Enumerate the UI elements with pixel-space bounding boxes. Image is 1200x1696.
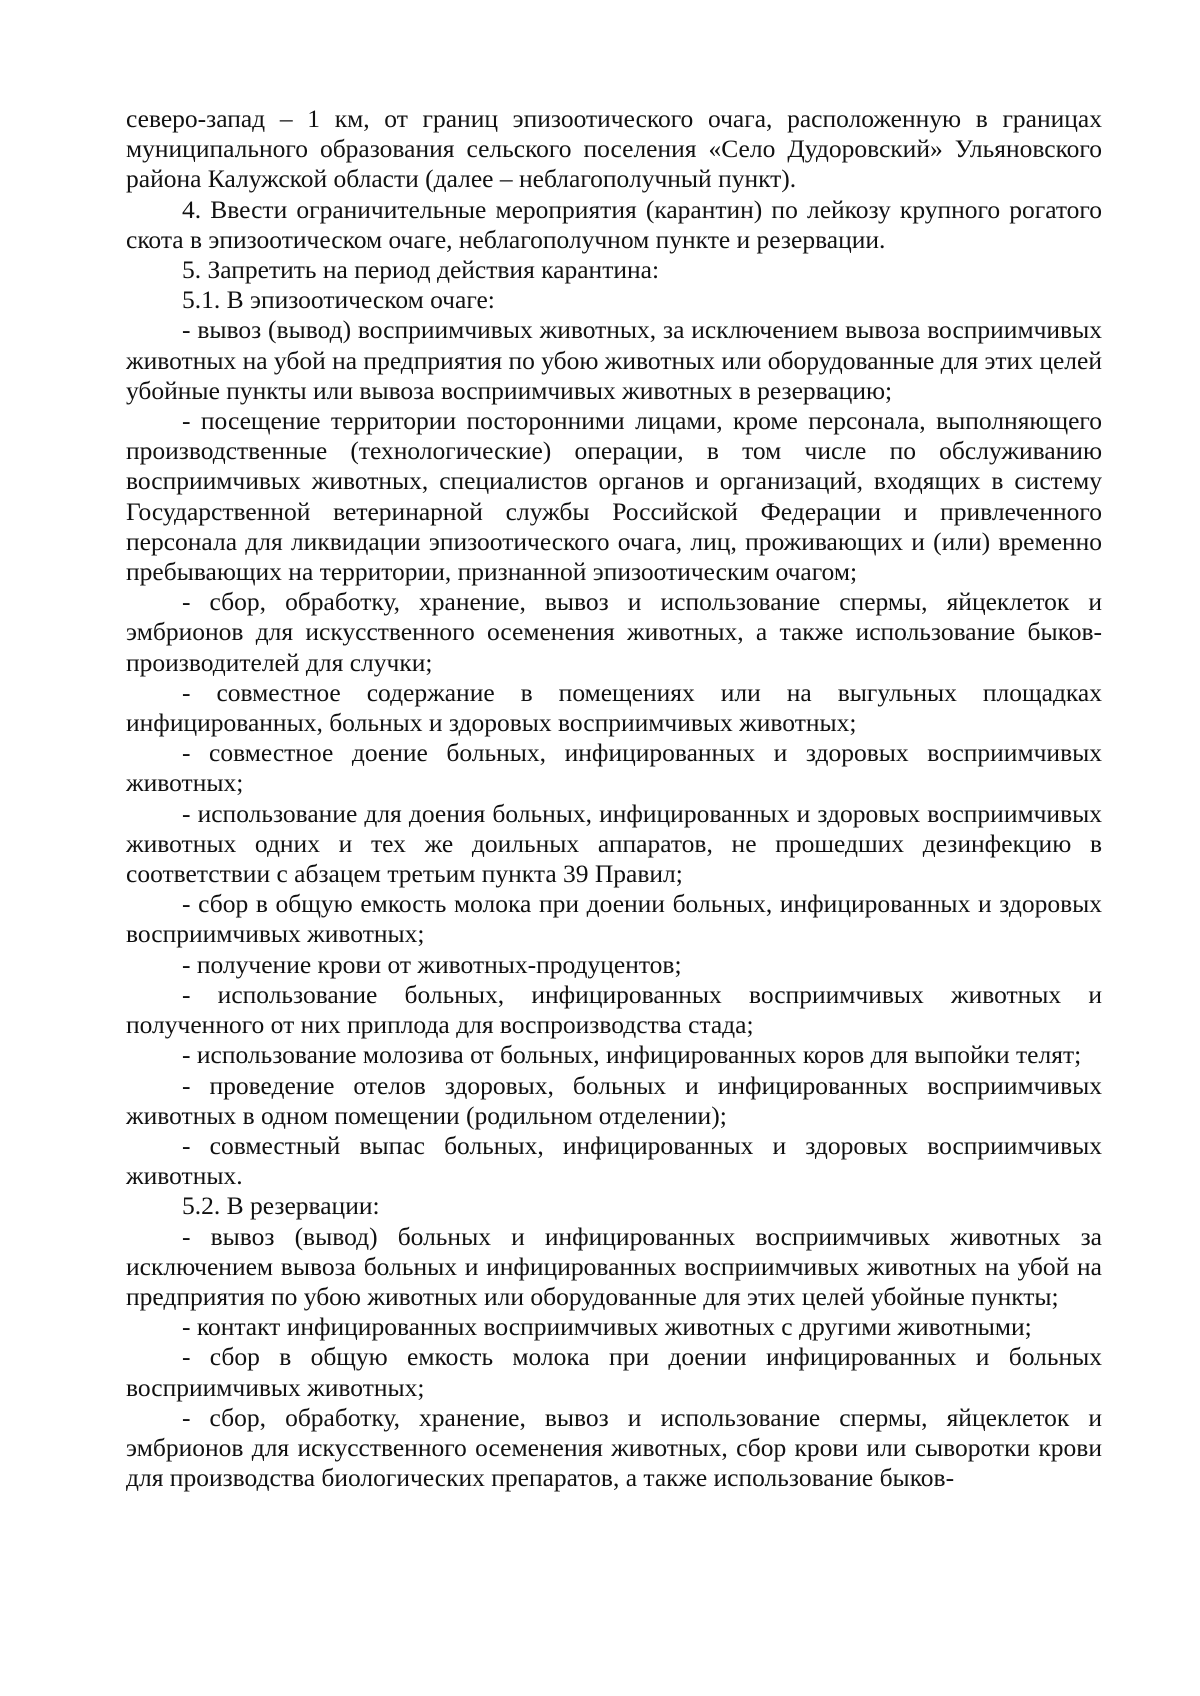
list-item: - посещение территории посторонними лицами, кроме персонала, выполняющего производственные (технологические) операции, в том числе по обслуживанию восприимчивых животных, специалистов органов и организаций, входящих в систему Государственной ветеринарной службы Российской Федерации и привлеченного персонала для ликвидации эпизоотического очага, лиц, проживающих и (или) временно пребывающих на территории, признанной эпизоотическим очагом; bbox=[126, 406, 1102, 587]
list-item: - сбор, обработку, хранение, вывоз и использование спермы, яйцеклеток и эмбрионов для искусственного осеменения животных, сбор крови или сыворотки крови для производства биологических препаратов, а также использование быков- bbox=[126, 1402, 1102, 1493]
list-item: - использование молозива от больных, инфицированных коров для выпойки телят; bbox=[182, 1040, 1082, 1070]
list-item: - сбор, обработку, хранение, вывоз и использование спермы, яйцеклеток и эмбрионов для искусственного осеменения животных, а также использование быков-производителей для случки; bbox=[126, 587, 1102, 677]
list-item: - сбор в общую емкость молока при доении больных, инфицированных и здоровых восприимчивых животных; bbox=[126, 889, 1102, 949]
document-page bbox=[126, 104, 1102, 1493]
list-item: - контакт инфицированных восприимчивых животных с другими животными; bbox=[182, 1312, 1032, 1342]
list-item: - сбор в общую емкость молока при доении инфицированных и больных восприимчивых животных; bbox=[126, 1342, 1102, 1402]
section-heading-5-2: 5.2. В резервации: bbox=[182, 1191, 380, 1221]
list-item: - совместное доение больных, инфицированных и здоровых восприимчивых животных; bbox=[126, 738, 1102, 798]
list-item: - проведение отелов здоровых, больных и инфицированных восприимчивых животных в одном помещении (родильном отделении); bbox=[126, 1070, 1102, 1130]
list-item: - использование больных, инфицированных восприимчивых животных и полученного от них приплода для воспроизводства стада; bbox=[126, 979, 1102, 1040]
paragraph-item-5: 5. Запретить на период действия карантина: bbox=[182, 255, 660, 285]
paragraph-boundary-continuation: северо-запад – 1 км, от границ эпизоотического очага, расположенную в границах муниципального образования сельского поселения «Село Дудоровский» Ульяновского района Калужской области (далее – неблагополучный пункт). bbox=[126, 104, 1102, 194]
list-item: - получение крови от животных-продуцентов; bbox=[182, 949, 682, 979]
list-item: - совместный выпас больных, инфицированных и здоровых восприимчивых животных. bbox=[126, 1130, 1102, 1191]
list-item: - вывоз (вывод) восприимчивых животных, за исключением вывоза восприимчивых животных на убой на предприятия по убою животных или оборудованные для этих целей убойные пункты или вывоза восприимчивых животных в резервацию; bbox=[126, 315, 1102, 405]
paragraph-item-4: 4. Ввести ограничительные мероприятия (карантин) по лейкозу крупного рогатого скота в эпизоотическом очаге, неблагополучном пункте и резервации. bbox=[126, 194, 1102, 254]
section-heading-5-1: 5.1. В эпизоотическом очаге: bbox=[182, 285, 495, 315]
list-item: - использование для доения больных, инфицированных и здоровых восприимчивых животных одних и тех же доильных аппаратов, не прошедших дезинфекцию в соответствии с абзацем третьим пункта 39 Правил; bbox=[126, 798, 1102, 889]
list-item: - совместное содержание в помещениях или на выгульных площадках инфицированных, больных и здоровых восприимчивых животных; bbox=[126, 677, 1102, 738]
list-item: - вывоз (вывод) больных и инфицированных восприимчивых животных за исключением вывоза больных и инфицированных восприимчивых животных на убой на предприятия по убою животных или оборудованные для этих целей убойные пункты; bbox=[126, 1221, 1102, 1311]
